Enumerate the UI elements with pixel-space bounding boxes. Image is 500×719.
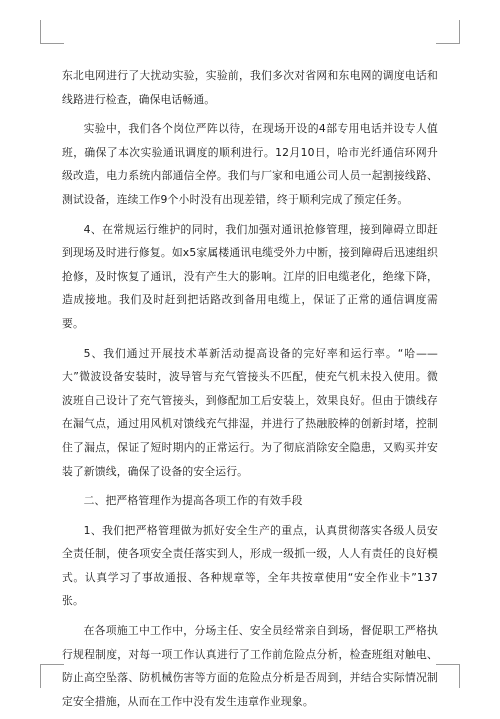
crop-mark-bottom-right-horizontal xyxy=(436,664,460,665)
crop-mark-bottom-left-horizontal xyxy=(40,664,64,665)
section-heading: 二、把严格管理作为提高各项工作的有效手段 xyxy=(83,494,303,508)
paragraph-2: 实验中，我们各个岗位严阵以待，在现场开设的4部专用电话并设专人值班，确保了本次实验通讯调度的顺利进行。12月10日，哈市光纤通信环网升级改造，电力系统内部通信全停。我们与厂家和电通公司人员一起割接线路、测试设备，连续工作9个小时没有出现差错，终于顺利完成了预定任务。 xyxy=(62,122,438,206)
crop-mark-top-right-horizontal xyxy=(436,43,460,44)
crop-mark-top-left-vertical xyxy=(40,20,41,44)
crop-mark-top-left-horizontal xyxy=(40,43,64,44)
paragraph-4: 5、我们通过开展技术革新活动提高设备的完好率和运行率。“哈——大”微波设备安装时，波导管与充气管接头不匹配，使充气机未投入使用。微波班自己设计了充气管接头，到修配加工后安装上，效果良好。但由于馈线存在漏气点，通过用风机对馈线充气排湿，并进行了热融胶棒的创新封堵，控制住了漏点，保证了短时期内的正常运行。为了彻底消除安全隐患，又购买并安装了新馈线，确保了设备的安全运行。 xyxy=(62,346,438,478)
crop-mark-bottom-left-vertical xyxy=(40,664,41,688)
document-body xyxy=(62,64,438,719)
crop-mark-top-right-vertical xyxy=(459,20,460,44)
crop-mark-bottom-right-vertical xyxy=(459,664,460,688)
paragraph-7: 在各项施工中工作中，分场主任、安全员经常亲自到场，督促职工严格执行规程制度，对每一项工作认真进行了工作前危险点分析，检查班组对触电、防止高空坠落、防机械伤害等方面的危险点分析是否周到，并结合实际情况制定安全措施，从而在工作中没有发生违章作业现象。 xyxy=(62,624,438,708)
paragraph-6: 1、我们把严格管理做为抓好安全生产的重点，认真贯彻落实各级人员安全责任制，使各项安全责任落实到人，形成一级抓一级，人人有责任的良好模式。认真学习了事故通报、各种规章等，全年共按章使用“安全作业卡”137张。 xyxy=(62,523,438,608)
paragraph-1: 东北电网进行了大扰动实验，实验前，我们多次对省网和东电网的调度电话和线路进行检查，确保电话畅通。 xyxy=(62,69,438,106)
paragraph-3: 4、在常规运行维护的同时，我们加强对通讯抢修管理，接到障碍立即赶到现场及时进行修复。如x5家属楼通讯电缆受外力中断，接到障碍后迅速组织抢修，及时恢复了通讯，没有产生大的影响。江岸的旧电缆老化，绝缘下降，造成接地。我们及时赶到把话路改到备用电缆上，保证了正常的通信调度需要。 xyxy=(62,222,438,330)
